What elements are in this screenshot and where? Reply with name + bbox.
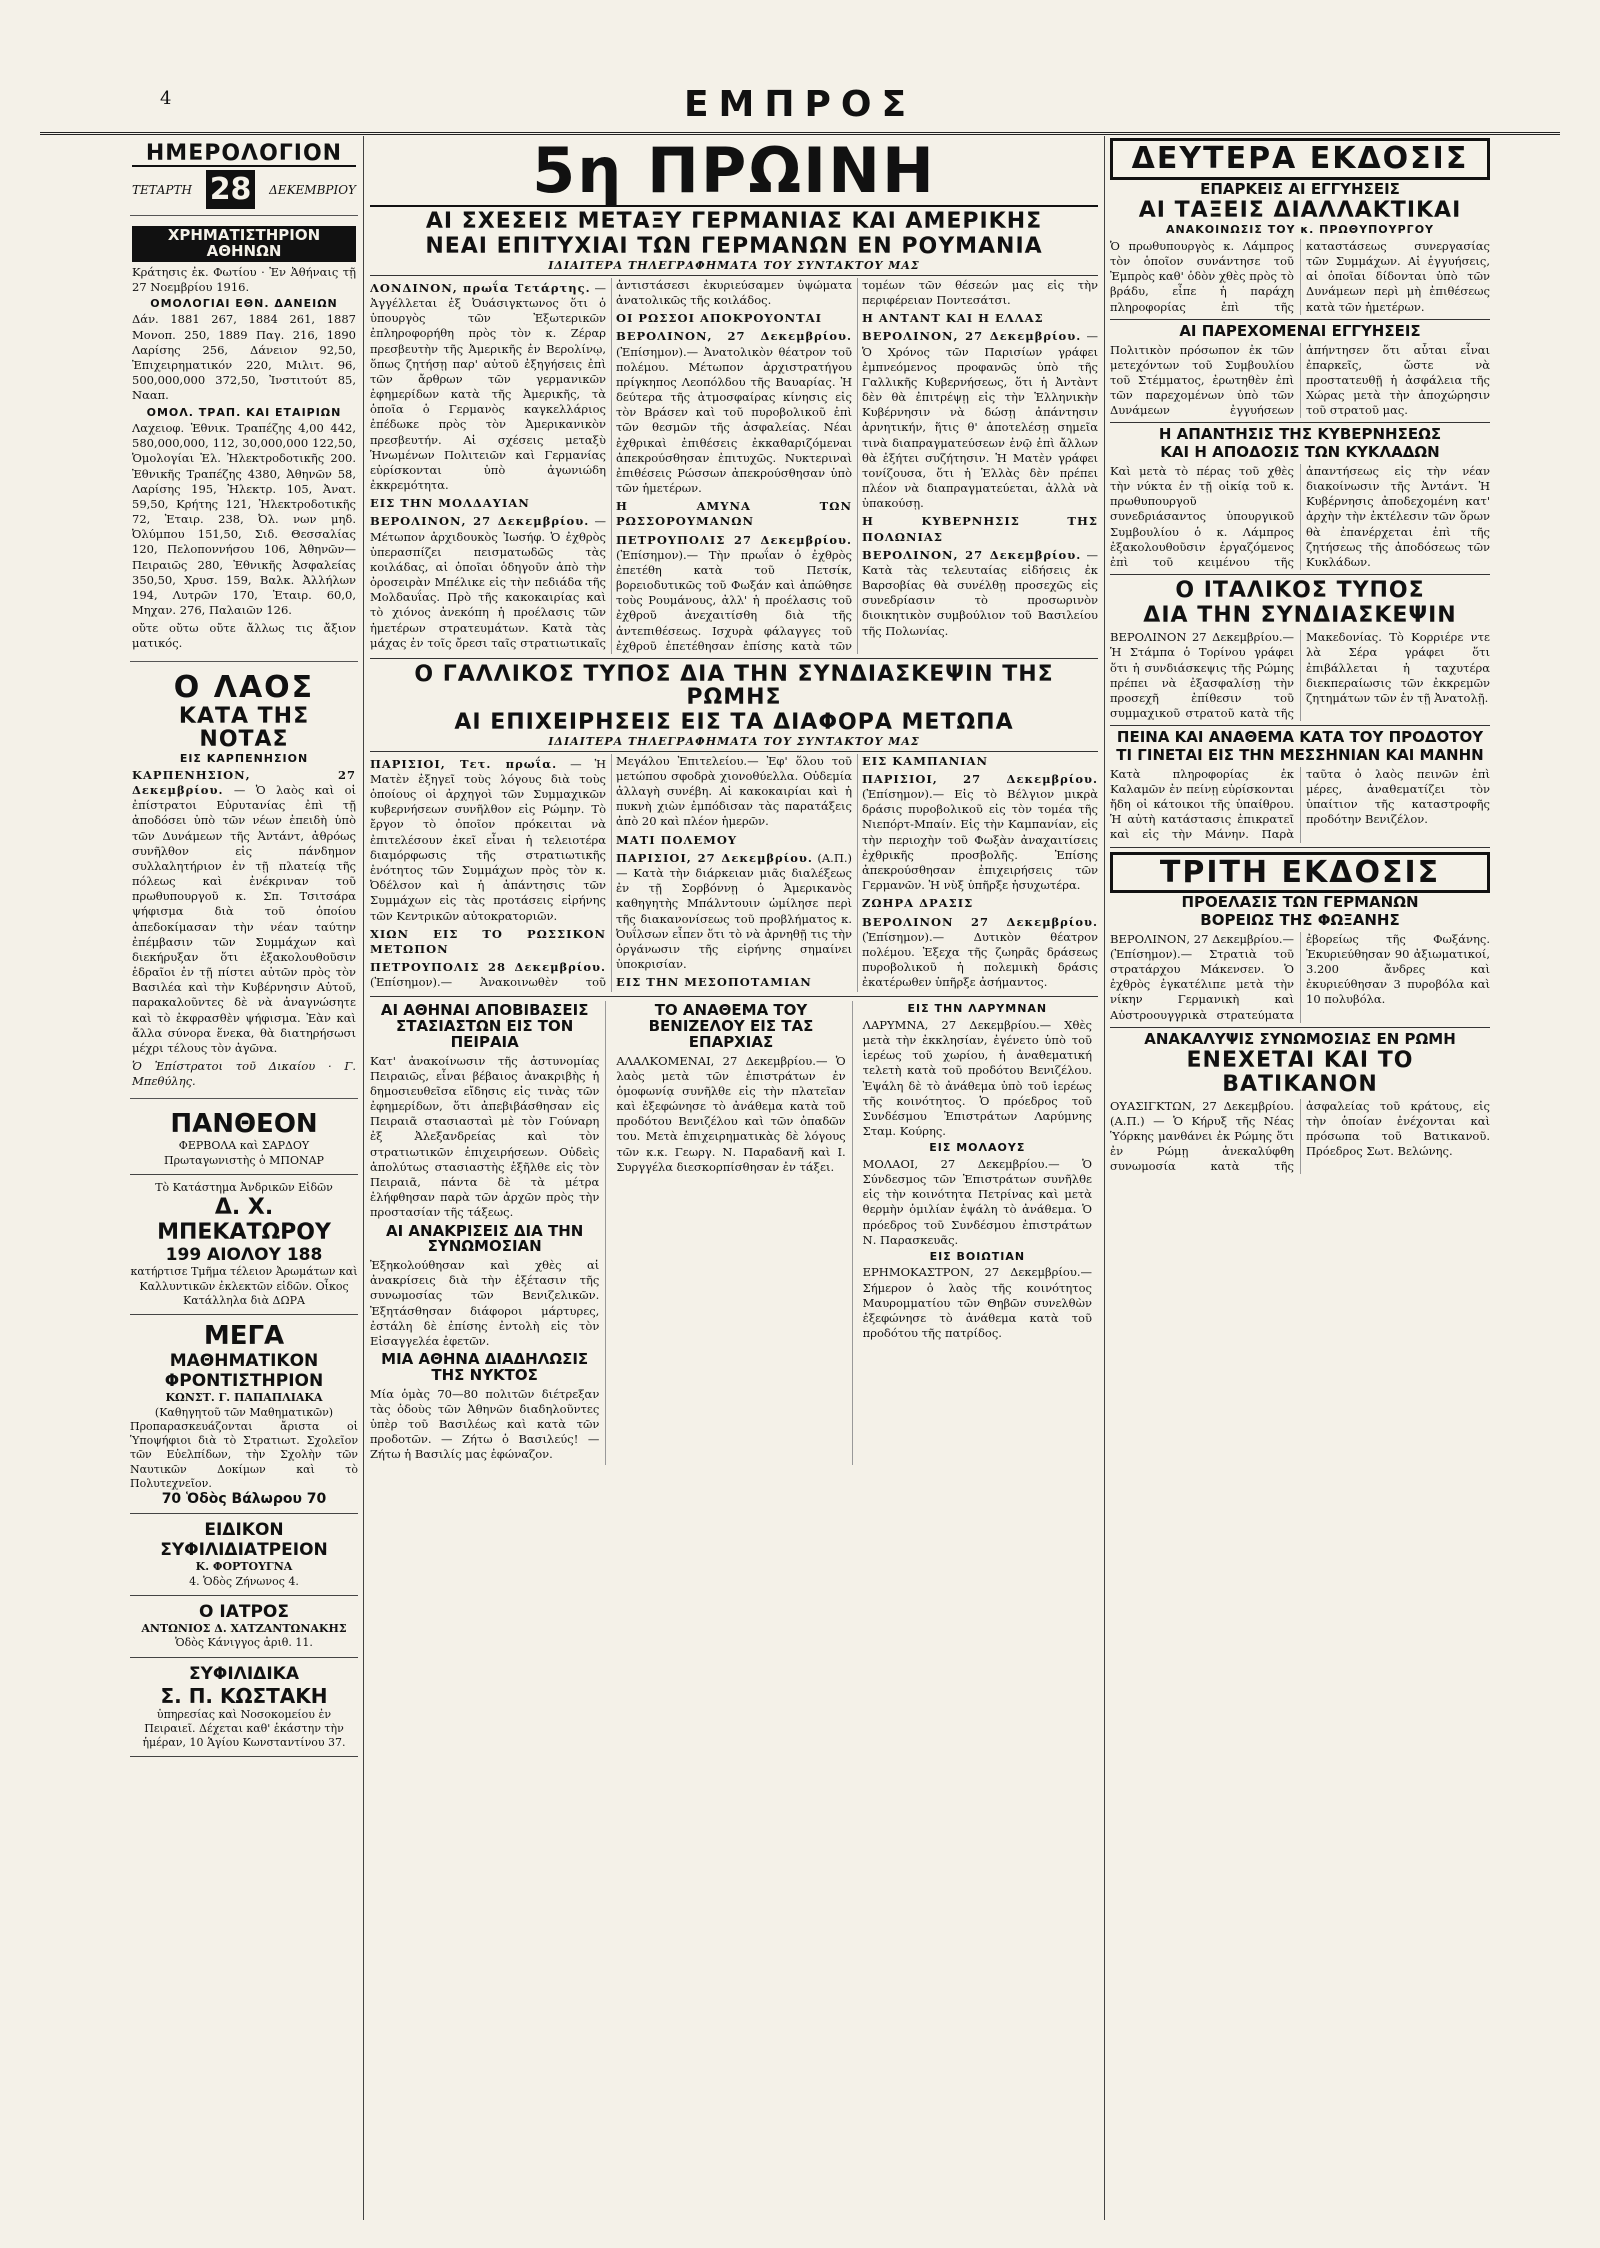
market-text-1: Δάν. 1881 267, 1884 261, 1887 Μονοπ. 250, 1889 Παγ. 216, 1890 Λαρίσης 256, Δάνειον 92,50, Ἐπιχειρηματικόν 220, Μιλιτ. 96, 500,000,000 372,50, Ἰνστιτούτ 85, Νααπ.: [132, 312, 356, 403]
right-story-8: Κατὰ πληροφορίας ἐκ Καλαμῶν ἐν πείνῃ εὑρίσκονται ἤδη οἱ κάτοικοι τῆς ὑπαίθρου. Ἡ αὐτὴ κατάστασις ἐπικρατεῖ καὶ εἰς τὴν Μάνην. Παρὰ ταῦτα ὁ λαὸς πεινῶν ἐπὶ μέρες, ἀναθεματίζει τὸν ὑπαίτιον τῆς καταστροφῆς προδότην Βενιζέλον.: [1110, 766, 1490, 842]
laos-subtitle: ΚΑΤΑ ΤΗΣ ΝΟΤΑΣ: [178, 704, 310, 753]
divider: [370, 996, 1098, 997]
calendar-date: 28: [206, 170, 256, 209]
story-7: Μία ὁμὰς 70—80 πολιτῶν διέτρεξαν τὰς ὁδοὺς τῶν Ἀθηνῶν διαδηλοῦντες ὑπὲρ τοῦ Βασιλέως καὶ κατὰ τῶν προδοτῶν. — Ζήτω ὁ Βασιλεύς! — Ζήτω ἡ Βασιλίς μας ἐφώναζον.: [370, 1386, 600, 1462]
right-story-6: ΒΕΡΟΛΙΝΟΝ 27 Δεκεμβρίου.— Ἡ Στάμπα ὁ Τορίνου γράφει ὅτι ἡ συνδιάσκεψις τῆς Ρώμης πρέπει νὰ ἐξασφαλίσῃ τὴν προσεχῆ ἐπίθεσιν τοῦ συμμαχικοῦ στρατοῦ κατὰ τῆς Μακεδονίας. Τὸ Κορριέρε ντε λὰ Σέρα γράφει ὅτι ἐπιβάλλεται ἡ ταχυτέρα διεκπεραίωσις τῶν ἐκκρεμῶν ζητημάτων τῶν ἐν τῇ Ἀνατολῇ.: [1110, 630, 1490, 721]
lower-left: [370, 1001, 606, 1465]
divider: [1110, 725, 1490, 726]
story-text: — Μέτωπον ἀρχιδουκὸς Ἰωσήφ. Ὁ ἐχθρὸς ὑπερασπίζει πεισματωδῶς τὰς κοιλάδας, αἱ ὁποῖαι ὁδηγοῦν ἀπὸ τὴν ὀροσειρὰν Μπέλικε εἰς τὴν πεδιάδα τῆς Μολδαυΐας. Πρὸ τῆς κακοκαιρίας καὶ τὸ χιόνος ἀνεκόπη ἡ προέλασις τῶν ἡμετέρων στρατευμάτων. Κατὰ τὰς μάχας ἐν τοῖς ὄρεσι ταῖς στρατιωτικαῖς ἀντιστάσεσι ἐκυριεύσαμεν ὑψώματα ἀνατολικῶς τῆς κοιλάδος.: [370, 277, 852, 650]
market-title: ΧΡΗΜΑΤΙΣΤΗΡΙΟΝ ΑΘΗΝΩΝ: [132, 226, 356, 262]
headline-10: ΕΙΣ ΜΟΛΑΟΥΣ: [929, 1141, 1026, 1155]
dateline: ΠΑΡΙΣΙΟΙ, 27 Δεκεμβρίου.: [862, 771, 1098, 786]
right-head-13: ΕΝΕΧΕΤΑΙ ΚΑΙ ΤΟ ΒΑΤΙΚΑΝΟΝ: [1186, 1048, 1414, 1097]
right-column: [1110, 136, 1490, 2220]
lower-middle: [616, 1001, 852, 1465]
story-paragraph: [616, 851, 852, 972]
syfilidika-ad: [130, 1658, 358, 1758]
right-head-7: ΔΙΑ ΤΗΝ ΣΥΝΔΙΑΣΚΕΨΙΝ: [1143, 603, 1457, 629]
headline-7: ΜΙΑ ΑΘΗΝΑ ΔΙΑΔΗΛΩΣΙΣ ΤΗΣ ΝΥΚΤΟΣ: [381, 1350, 589, 1384]
right-story-10: ΒΕΡΟΛΙΝΟΝ, 27 Δεκεμβρίου.— (Ἐπίσημον).— Στρατιὰ τοῦ στρατάρχου Μάκενσεν. Ὁ ἐχθρὸς ἐγκατέλιπε μετὰ τὴν νίκην Γερμανικὴ καὶ Αὐστροουγγρικὰ στρατεύματα ἐβορείως τῆς Φωξάνης. Ἐκυριεύθησαν 90 ἀξιωματικοί, 3.200 ἄνδρες καὶ ἐκυριεύθησαν 3 πυροβόλα καὶ 10 πολυβόλα.: [1110, 931, 1490, 1022]
market-heading-1: ΟΜΟΛΟΓΙΑΙ ΕΘΝ. ΔΑΝΕΙΩΝ: [150, 296, 338, 310]
dateline: ΒΕΡΟΛΙΝΟΝ, 27 Δεκεμβρίου.: [862, 547, 1082, 562]
iatros-line3: Ὁδὸς Κάνιγγος ἀριθ. 11.: [175, 1636, 313, 1650]
story-paragraph: [616, 833, 852, 848]
story-10: ΜΟΛΑΟΙ, 27 Δεκεμβρίου.— Ὁ Σύνδεσμος τῶν Ἐπιστράτων συνῆλθε εἰς τὴν κοινότητα Πετρίνας καὶ μετὰ θερμὴν ὁμιλίαν ἐψάλη τὸ ἀνάθεμα. Ὁ πρόεδρος τοῦ Συνδέσμου ἐπιστράτων Ν. Παρασκευᾶς.: [862, 1156, 1092, 1247]
story-paragraph: [862, 329, 1098, 511]
story-8: ΑΛΑΛΚΟΜΕΝΑΙ, 27 Δεκεμβρίου.— Ὁ λαὸς μετὰ τῶν ἐπιστράτων ἐν ὁμοφωνίᾳ συνῆλθε εἰς τὴν πλατεῖαν καὶ ἐξεφώνησε τὸ ἀνάθεμα κατὰ τοῦ προδότου Βενιζέλου καὶ τῶν ὀπαδῶν του. Μετὰ ἐπιχειρηματικὰς δὲ λόγους τῶν κ.κ. Γεωργ. Ν. Παραδανῆ καὶ Ι. Συργγέλα διεσκορπίσθησαν ἐν τάξει.: [616, 1053, 846, 1174]
story-2: [370, 754, 1098, 993]
right-head-10: ΠΡΟΕΛΑΣΙΣ ΤΩΝ ΓΕΡΜΑΝΩΝ: [1181, 893, 1419, 912]
syfilidika-line1: ΣΥΦΙΛΙΔΙΚΑ: [189, 1663, 299, 1684]
story-paragraph: [862, 311, 1098, 326]
story-paragraph: [370, 496, 606, 511]
dateline: ΠΕΤΡΟΥΠΟΛΙΣ 28 Δεκεμβρίου.: [370, 960, 606, 975]
story-text: — Κατὰ τὰς τελευταίας εἰδήσεις ἐκ Βαρσοβίας θὰ συνέλθῃ προσεχῶς εἰς συνεδρίασιν τὸ προσωρινὸν διοικητικὸν συμβούλιον τοῦ Βασιλείου τῆς Πολωνίας.: [862, 547, 1098, 638]
story-text: (Ἐπίσημον).— Τὴν πρωΐαν ὁ ἐχθρὸς ἐπετέθη κατὰ τοῦ Πετσίκ, βορειοδυτικῶς τοῦ Φωξάν καὶ ἀπώθησε τοὺς Ρουμάνους, ἀλλ' ἡ προέλασις τοῦ ἐχθροῦ ἀνεχαιτίσθη διὰ τῆς ἀντεπιθέσεως. Ισχυρὰ φάλαγγες τοῦ ἐχθροῦ ἐπετέθησαν ἐπίσης κατὰ τῶν τομέων τῶν θέσεών μας εἰς τὴν περιφέρειαν Ποντεσάτσι.: [616, 277, 1098, 653]
story-text: — Ἡ Ματὲν ἐξηγεῖ τοὺς λόγους διὰ τοὺς ὁποίους οἱ ἀρχηγοὶ τῶν Συμμαχικῶν κυβερνήσεων συνῆλθον εἰς Ρώμην. Τὸ ἔργον τὸ ὁποῖον πρόκειται νὰ ἐπιτελέσουν ἐκεῖ εἶναι ἡ τελειοτέρα διαμόρφωσις τῆς στρατιωτικῆς ἑνότητος τῶν Συμμάχων πρὸς τὸν κ. Ὀδέλσον καὶ ἡ ἀπάντησις τῶν Συμμάχων εἰς τὰς προτάσεις εἰρήνης τῶν Κεντρικῶν αὐτοκρατοριῶν.: [370, 756, 606, 923]
dateline: ΕΙΣ ΤΗΝ ΜΟΛΔΑΥΙΑΝ: [370, 496, 530, 511]
divider: [1110, 319, 1490, 320]
dateline: ΠΑΡΙΣΙΟΙ, 27 Δεκεμβρίου.: [616, 850, 813, 865]
divider: [370, 658, 1098, 659]
bekatorou-address: 199 ΑΙΟΛΟΥ 188: [165, 1245, 323, 1266]
divider: [1110, 574, 1490, 575]
dateline: ΠΕΤΡΟΥΠΟΛΙΣ 27 Δεκεμβρίου.: [616, 532, 852, 547]
dateline: ΟΙ ΡΩΣΣΟΙ ΑΠΟΚΡΟΥΟΝΤΑΙ: [616, 311, 823, 326]
story-paragraph: [616, 975, 852, 990]
headline-4: ΑΙ ΕΠΙΧΕΙΡΗΣΕΙΣ ΕΙΣ ΤΑ ΔΙΑΦΟΡΑ ΜΕΤΩΠΑ: [454, 710, 1014, 736]
dateline: ΠΑΡΙΣΙΟΙ, Τετ. πρωΐα.: [370, 756, 558, 771]
bekatorou-ad: [130, 1175, 358, 1315]
divider: [1110, 847, 1490, 848]
syfilidiatreion-line3: 4. Ὁδὸς Ζήνωνος 4.: [189, 1574, 299, 1588]
syfilidika-line3: ὑπηρεσίας καὶ Νοσοκομείου ἐν Πειραιεῖ. Δέχεται καθ' ἑκάστην τὴν ἡμέραν, 10 Ἁγίου Κωνσταντίνου 37.: [142, 1707, 346, 1750]
iatros-line1: Ο ΙΑΤΡΟΣ: [199, 1601, 289, 1622]
story-paragraph: [616, 499, 852, 529]
page-number: 4: [160, 88, 172, 109]
divider: [1110, 422, 1490, 423]
lower-right: [863, 1001, 1098, 1465]
headline-6: ΑΙ ΑΝΑΚΡΙΣΕΙΣ ΔΙΑ ΤΗΝ ΣΥΝΩΜΟΣΙΑΝ: [386, 1221, 584, 1256]
edition-3-title: ΤΡΙΤΗ ΕΚΔΟΣΙΣ: [1110, 852, 1490, 894]
right-head-6: Ο ΙΤΑΛΙΚΟΣ ΤΥΠΟΣ: [1175, 578, 1425, 604]
story-5: Κατ' ἀνακοίνωσιν τῆς ἀστυνομίας Πειραιῶς, εἶναι βέβαιος ἀνακριβὴς ἡ δημοσιευθεῖσα εἴδησις εἰς τινὰς τῶν ἐφημερίδων, ὅτι ἀπεβιβάσθησαν εἰς Πειραιᾶ στασιασταὶ μὲ τὸν Γούναρη ἐξ Ἀλεξανδρείας καὶ τὸν στρατιωτικῶν ἐπιχειρήσεων. Οὐδεὶς ἀπολύτως στασιαστὴς ἐξῆλθε εἰς τὸν Πειραιᾶ, πάντα δὲ τὰ μέτρα ἐλήφθησαν παρὰ τῶν ἀρχῶν πρὸς τὴν προστασίαν τῆς τάξεως.: [370, 1053, 600, 1220]
dateline: ΒΕΡΟΛΙΝΟΝ, 27 Δεκεμβρίου.: [616, 329, 852, 344]
story-paragraph: [616, 329, 852, 496]
market-text-2: Λαχειοφ. Ἐθνικ. Τραπέζης 4,00 442, 580,000,000, 112, 30,000,000 122,50, Ὁμολογίαι Ἑλ. Ἠλεκτροδοτικῆς 200. Ἐθνικῆς Τραπέζης 4380, Ἀθηνῶν 58, Λαρίσης 195, Ἠλεκτρ. 105, Ἀνατ. 59,50, Κρήτης 121, Ἠλεκτροδοτικῆς 72, Ἐταιρ. 238, Ὀλ. νων μηδ. Ὀλύμπου 151,50, Σιδ. Θεσσαλίας 120, Πελοποννήσου 106, Ἀθηνῶν—Πειραιῶς 280, Ἐθνικῆς Ἀσφαλείας 350,50, Χρυσ. 159, Βαλκ. Ἀλλήλων 194, Λυτρῶν 170, Ἐταιρ. 60,0, Μηχαν. 276, Παλαιῶν 126.: [132, 421, 356, 618]
frontistirion-line5: Προπαρασκευάζονται ἄριστα οἱ Ὑποψήφιοι διὰ τὸ Στρατιωτ. Σχολεῖον τῶν Εὐελπίδων, τὴν Σχολὴν τῶν Ναυτικῶν Δοκίμων καὶ τὸ Πολυτεχνεῖον.: [130, 1419, 358, 1491]
story-paragraph: [616, 311, 852, 326]
lower-center: [370, 1001, 1098, 1465]
iatros-line2: ΑΝΤΩΝΙΟΣ Δ. ΧΑΤΖΑΝΤΩΝΑΚΗΣ: [141, 1621, 347, 1635]
syfilidika-line2: Σ. Π. ΚΩΣΤΑΚΗ: [160, 1683, 328, 1708]
story-text: (Ἐπίσημον).— Ἀνατολικὸν θέατρον τοῦ πολέμου. Μέτωπον ἀρχιστρατήγου πρίγκηπος Λεοπόλδου τῆς Βαυαρίας. Ἡ δεύτερα τῆς ἀτμοσφαίρας κίνησις εἰς τὸν Βράσεν καὶ τοῦ πυροβολικοῦ ἐπὶ τῶν θεσμῶν τῆς ἀσφαλείας. Νέαι ἐχθρικαὶ ἐπιθέσεις ἐκκαθαριζόμεναι ἀπεκρούσθησαν ἐπιτυχῶς. Νυκτεριναὶ ἐπιθέσεις Ρώσσων ἀπεκρούσθησαν ὑπὸ τῶν ἡμετέρων.: [616, 344, 852, 496]
masthead: [40, 40, 1560, 135]
center-column: [370, 136, 1098, 2220]
laos-article: [130, 666, 358, 1100]
story-paragraph: [862, 772, 1098, 893]
story-paragraph: [862, 514, 1098, 544]
pantheon-ad: [130, 1103, 358, 1175]
story-6: Ἐξηκολούθησαν καὶ χθὲς αἱ ἀνακρίσεις διὰ τὴν ἐξέτασιν τῆς συνωμοσίας τῶν Βενιζελικῶν. Ἐξητάσθησαν διάφοροι μάρτυρες, ἐστάλη δὲ ἐπίσης ἐντολὴ εἰς τὸν Εἰσαγγελέα ἐφετῶν.: [370, 1258, 600, 1348]
left-column: [130, 136, 358, 2220]
syfilidiatreion-line1: ΕΙΔΙΚΟΝ ΣΥΦΙΛΙΔΙΑΤΡΕΙΟΝ: [160, 1520, 328, 1561]
story-text: (Ἐπίσημον).— Ἀνακοινωθὲν τοῦ Μεγάλου Ἐπιτελείου.— Ἐφ' ὅλου τοῦ μετώπου σφοδρὰ χιονοθύελλα. Οὐδεμία ἀλλαγὴ συνέβη. Αἱ κακοκαιρίαι καὶ ἡ πυκνὴ χιὼν ἐμπόδισαν τὰς παρατάξεις ἀπὸ 20 καὶ πλέον ἡμερῶν.: [370, 753, 852, 990]
laos-dateline: ΚΑΡΠΕΝΗΣΙΟΝ, 27 Δεκεμβρίου.: [132, 767, 356, 798]
story-paragraph: [862, 915, 1098, 991]
story-9: ΛΑΡΥΜΝΑ, 27 Δεκεμβρίου.— Χθὲς μετὰ τὴν ἐκκλησίαν, ἐγένετο ὑπὸ τοῦ ἱερέως τοῦ χωρίου, ἡ ἀναθεματική τελετὴ κατὰ τοῦ προδότου Βενιζέλου. Ἐψάλη δὲ τὸ ἀνάθεμα ὑπὸ τοῦ ἱερέως τῆς κοινότητος. Ὁ πρόεδρος τοῦ Συνδέσμου Ἐπιστράτων Λαρύμνης Σταμ. Κούρης.: [862, 1017, 1092, 1139]
right-head-4: Η ΑΠΑΝΤΗΣΙΣ ΤΗΣ ΚΥΒΕΡΝΗΣΕΩΣ: [1158, 425, 1442, 444]
column-rule: [1104, 136, 1105, 2220]
right-story-1: Ὁ πρωθυπουργὸς κ. Λάμπρος τὸν ὁποῖον συνάντησε τοῦ Ἐμπρὸς καθ' ὁδὸν χθὲς πρὸς τὸ βράδυ, εἶπε ἡ παράχη πληροφορίας ἐπὶ τῆς καταστάσεως συνεργασίας τῶν Συμμάχων. Αἱ ἐγγυήσεις, αἱ ὁποῖαι δίδονται ὑπὸ τῶν Δυνάμεων περὶ μὴ ἐπιθέσεως κατὰ τῶν ἡμετέρων.: [1110, 238, 1490, 314]
newspaper-title: ΕΜΠΡΟΣ: [683, 84, 917, 125]
bekatorou-text: κατήρτισε Τμῆμα τέλειον Ἀρωμάτων καὶ Καλλυντικῶν ἐκλεκτῶν εἰδῶν. Οἶκος Κατάλληλα διὰ ΔΩΡΑ: [130, 1265, 358, 1307]
story-text: (Α.Π.) — Κατὰ τὴν διάρκειαν μιᾶς διαλέξεως ἐν τῇ Σορβόννῃ ὁ Ἀμερικανὸς καθηγητὴς Μπάλντουιν ὡμίλησε περὶ τῆς διακανονίσεως τοῦ προβλήματος κ. Ὀυΐλσων εἶπεν ὅτι τὸ νὰ ἀρνηθῇ τις τὴν ὀργάνωσιν τῆς εἰρήνης σημαίνει ὑποκρισίαν.: [616, 850, 852, 972]
calendar-day: ΤΕΤΑΡΤΗ: [132, 182, 192, 197]
market-heading-2: ΟΜΟΛ. ΤΡΑΠ. ΚΑΙ ΕΤΑΙΡΙΩΝ: [146, 405, 342, 419]
laos-kicker: ΕΙΣ ΚΑΡΠΕΝΗΣΙΟΝ: [179, 752, 309, 766]
frontistirion-line4: (Καθηγητοῦ τῶν Μαθηματικῶν): [154, 1405, 334, 1419]
kicker-1: ΙΔΙΑΙΤΕΡΑ ΤΗΛΕΓΡΑΦΗΜΑΤΑ ΤΟΥ ΣΥΝΤΑΚΤΟΥ ΜΑΣ: [370, 260, 1098, 276]
story-1: [370, 278, 1098, 654]
story-paragraph: [862, 754, 1098, 769]
headline-11: ΕΙΣ ΒΟΙΩΤΙΑΝ: [929, 1249, 1026, 1263]
syfilidiatreion-line2: Κ. ΦΟΡΤΟΥΓΝΑ: [195, 1560, 293, 1574]
story-paragraph: [370, 757, 606, 924]
headline-1: ΑΙ ΣΧΕΣΕΙΣ ΜΕΤΑΞΥ ΓΕΡΜΑΝΙΑΣ ΚΑΙ ΑΜΕΡΙΚΗΣ: [370, 205, 1098, 233]
laos-sign: Ὁ Ἐπίστρατοι τοῦ Δικαίου · Γ. Μπεθύλης.: [132, 1059, 356, 1089]
headline-9: ΕΙΣ ΤΗΝ ΛΑΡΥΜΝΑΝ: [907, 1002, 1048, 1016]
edition-2-title: ΔΕΥΤΕΡΑ ΕΚΔΟΣΙΣ: [1110, 138, 1490, 180]
story-text: — Ὁ Χρόνος τῶν Παρισίων γράφει ἐμπνεόμενος προφανῶς ὑπὸ τῆς Γαλλικῆς Κυβερνήσεως, ὅτι ἡ Ἀντὰντ δὲν θὰ ἐπιτρέψῃ εἰς τὴν Ἑλληνικὴν Κυβέρνησιν νὰ δώσῃ ἀπάντησιν ἀρνητικήν, ἥτις θ' ἀποτελέσῃ σημεῖα τινὰ διαπραγματεύσεων ἐνῷ ἐπὶ ἄλλων θὰ ἐξήτει συζήτησιν. Ἡ Ματὲν γράφει τονίζουσα, ὅτι ἡ Ἑλλὰς δὲν πρέπει πλέον νὰ διαπραγματεύεται, ἀλλὰ νὰ ὑπακούσῃ.: [862, 329, 1098, 511]
story-text: — Ἀγγέλλεται ἐξ Ὀυάσιγκτωνος ὅτι ὁ ὑπουργὸς τῶν Ἐξωτερικῶν ἐπληροφορήθη πρὸς τὸν κ. Ζέραρ πρεσβευτὴν τῆς Ἀμερικῆς ἐν Βερολίνῳ, ὅπως ζητήσῃ παρ' αὐτοῦ ἐξηγήσεις ἐπὶ τῶν ἄρθρων τῶν γερμανικῶν ἐφημερίδων κατὰ τῆς Ἀμερικῆς, τὰ ὁποῖα ὁ Γερμανὸς καγκελλάριος ἐπέδωκε πρὸς τὸν Ἀμερικανικὸν πρεσβευτήν. Αἱ σχέσεις μεταξὺ Ἡνωμένων Πολιτειῶν καὶ Γερμανίας εὑρίσκονται ὑπὸ ἀγωνιώδη ἐκκρεμότητα.: [370, 280, 607, 493]
right-head-11: ΒΟΡΕΙΩΣ ΤΗΣ ΦΩΞΑΝΗΣ: [1200, 910, 1400, 929]
frontistirion-line1: ΜΕΓΑ: [203, 1321, 285, 1352]
dateline: ΒΕΡΟΛΙΝΟΝ, 27 Δεκεμβρίου.: [370, 514, 590, 529]
kicker-2: ΙΔΙΑΙΤΕΡΑ ΤΗΛΕΓΡΑΦΗΜΑΤΑ ΤΟΥ ΣΥΝΤΑΚΤΟΥ ΜΑΣ: [370, 736, 1098, 752]
dateline: ΕΙΣ ΚΑΜΠΑΝΙΑΝ: [862, 753, 989, 768]
pantheon-title: ΠΑΝΘΕΟΝ: [170, 1109, 318, 1140]
market-box: [130, 220, 358, 662]
calendar-row: [132, 170, 356, 209]
dateline: Η ΚΥΒΕΡΝΗΣΙΣ ΤΗΣ ΠΟΛΩΝΙΑΣ: [862, 514, 1098, 544]
frontistirion-line2: ΜΑΘΗΜΑΤΙΚΟΝ ΦΡΟΝΤΙΣΤΗΡΙΟΝ: [164, 1351, 324, 1392]
market-note: οὔτε οὔτω οὔτε ἄλλως τις ἄξιον ματικός.: [132, 621, 356, 651]
dateline: ΕΙΣ ΤΗΝ ΜΕΣΟΠΟΤΑΜΙΑΝ: [616, 975, 812, 990]
story-paragraph: [862, 548, 1098, 639]
calendar-box: [130, 136, 358, 216]
bekatorou-line1: Τὸ Κατάστημα Ἀνδρικῶν Εἰδῶν: [155, 1181, 333, 1195]
story-paragraph: [370, 927, 606, 957]
iatros-ad: [130, 1596, 358, 1658]
headline-3: Ο ΓΑΛΛΙΚΟΣ ΤΥΠΟΣ ΔΙΑ ΤΗΝ ΣΥΝΔΙΑΣΚΕΨΙΝ ΤΗΣ ΡΩΜΗΣ: [414, 661, 1054, 711]
syfilidiatreion-ad: [130, 1514, 358, 1596]
headline-5: ΑΙ ΑΘΗΝΑΙ ΑΠΟΒΙΒΑΣΕΙΣ ΣΤΑΣΙΑΣΤΩΝ ΕΙΣ ΤΟΝ ΠΕΙΡΑΙΑ: [380, 1001, 589, 1051]
dateline: Η ΑΝΤΑΝΤ ΚΑΙ Η ΕΛΛΑΣ: [862, 311, 1044, 326]
headline-2: ΝΕΑΙ ΕΠΙΤΥΧΙΑΙ ΤΩΝ ΓΕΡΜΑΝΩΝ ΕΝ ΡΟΥΜΑΝΙΑ: [425, 234, 1043, 260]
divider: [1110, 1027, 1490, 1028]
story-text: (Ἐπίσημον).— Δυτικὸν θέατρον πολέμου. Ἐξεχα τῆς ζωηρᾶς δράσεως πυροβολικοῦ ἡ πολεμικὴ δράσις ἐκατέρωθεν ὑπῆρξε ἀσήμαντος.: [862, 929, 1098, 990]
dateline: ΧΙΩΝ ΕΙΣ ΤΟ ΡΩΣΣΙΚΟΝ ΜΕΤΩΠΟΝ: [370, 926, 606, 956]
dateline: ΛΟΝΔΙΝΟΝ, πρωΐα Τετάρτης.: [370, 280, 591, 295]
right-head-5: ΚΑΙ Η ΑΠΟΔΟΣΙΣ ΤΩΝ ΚΥΚΛΑΔΩΝ: [1160, 443, 1440, 462]
column-rule: [363, 136, 364, 2220]
right-kicker-1: ΑΝΑΚΟΙΝΩΣΙΣ ΤΟΥ κ. ΠΡΩΘΥΠΟΥΡΓΟΥ: [1165, 223, 1435, 237]
right-head-2: ΑΙ ΤΑΞΕΙΣ ΔΙΑΛΛΑΚΤΙΚΑΙ: [1138, 198, 1462, 224]
frontistirion-ad: [130, 1315, 358, 1514]
right-head-9: ΤΙ ΓΙΝΕΤΑΙ ΕΙΣ ΤΗΝ ΜΕΣΣΗΝΙΑΝ ΚΑΙ ΜΑΝΗΝ: [1116, 746, 1484, 765]
calendar-month: ΔΕΚΕΜΒΡΙΟΥ: [269, 182, 356, 197]
frontistirion-line3: ΚΩΝΣΤ. Γ. ΠΑΠΑΠΛΙΑΚΑ: [165, 1391, 323, 1405]
story-paragraph: [862, 896, 1098, 911]
right-story-4: Καὶ μετὰ τὸ πέρας τοῦ χθὲς τὴν νύκτα ἐν τῇ οἰκίᾳ τοῦ κ. πρωθυπουργοῦ συνεδριάσαντος ὑπουργικοῦ Συμβουλίου ὁ κ. Λάμπρος ἐξακολουθοῦσιν ἐργαζόμενος ἐπὶ τοῦ κειμένου τῆς ἀπαντήσεως εἰς τὴν νέαν διακοίνωσιν τῆς Ἀντάντ. Ἡ Κυβέρνησις ἀποδεχομένη κατ' ἀρχὴν τὴν ἐκτέλεσιν τῶν ὅρων θὰ ἐπανέρχεται ἐπὶ τῆς ζητήσεως τῆς ἀποδόσεως τῶν Κυκλάδων.: [1110, 463, 1490, 569]
dateline: ΒΕΡΟΛΙΝΟΝ 27 Δεκεμβρίου.: [862, 914, 1098, 929]
dateline: ΖΩΗΡΑ ΔΡΑΣΙΣ: [862, 896, 974, 911]
pantheon-line2: ΦΕΡΒΟΛΑ καὶ ΣΑΡΔΟΥ: [178, 1139, 310, 1153]
story-text: (Ἐπίσημον).— Εἰς τὸ Βέλγιον μικρὰ δράσις πυροβολικοῦ εἰς τὸν τομέα τῆς Νιεπόρτ-Μπαίν. Εἰς τὴν Καμπανίαν, εἰς τὴν περιοχὴν τοῦ Φωξὰν ἀναχαιτίσεις ἐχθρικῆς προσβολῆς. Ἐπίσης ἀπεκρούσθησαν ἐπιχειρήσεις τῶν Γερμανῶν. Ἡ νὺξ ὑπῆρξε ἡσυχωτέρα.: [862, 787, 1098, 893]
right-head-3: ΑΙ ΠΑΡΕΧΟΜΕΝΑΙ ΕΓΓΥΗΣΕΙΣ: [1179, 321, 1421, 340]
dateline: Η ΑΜΥΝΑ ΤΩΝ ΡΩΣΣΟΡΟΥΜΑΝΩΝ: [616, 499, 852, 529]
dateline: ΜΑΤΙ ΠΟΛΕΜΟΥ: [616, 832, 738, 847]
calendar-title: ΗΜΕΡΟΛΟΓΙΟΝ: [132, 142, 356, 167]
right-head-1: ΕΠΑΡΚΕΙΣ ΑΙ ΕΓΓΥΗΣΕΙΣ: [1200, 179, 1400, 198]
right-head-8: ΠΕΙΝΑ ΚΑΙ ΑΝΑΘΕΜΑ ΚΑΤΑ ΤΟΥ ΠΡΟΔΟΤΟΥ: [1116, 728, 1484, 747]
pantheon-line3: Πρωταγωνιστὴς ὁ ΜΠΟΝΑΡ: [164, 1153, 324, 1167]
laos-body: — Ὁ λαὸς καὶ οἱ ἐπίστρατοι Εὐρυτανίας ἐπὶ τῇ ἀποδόσει ὑπὸ τῶν νέων ἐπειδὴ ὑπὸ τῶν Δυνάμεων τῆς Ἀντάντ, ἀθρόως συνῆλθον εἰς πάνδημον συλλαλητήριον ἐν τῇ πλατείᾳ τῆς πόλεως καὶ ἐνέκριναν τοῦ πρωθυπουργοῦ κ. Σπ. Τσιτσάρα ψήφισμα διὰ τοῦ ὁποίου ἀπεδοκίμασαν τὴν νέαν ταύτην ἐπέμβασιν τῶν Συμμάχων καὶ διεκήρυξαν ὅτι ἐξακολουθοῦσιν ἑδραῖοι ἐν τῇ πίστει αὐτῶν πρὸς τὸν Βασιλέα καὶ τὴν Κυβέρνησιν Αὐτοῦ, παρακαλοῦντες δὲ νὰ ἀναγνώσητε καὶ τὸ ἐκφρασθὲν ψήφισμα. Ἐὰν καὶ ἄλλα σύνορα ἕνεκα, θὰ διατηρήσωσι μέχρι τέλους τὸν ἀγῶνα.: [132, 783, 356, 1055]
laos-title: Ο ΛΑΟΣ: [173, 669, 315, 705]
dateline: ΒΕΡΟΛΙΝΟΝ, 27 Δεκεμβρίου.: [862, 329, 1082, 344]
bekatorou-name: Δ. Χ. ΜΠΕΚΑΤΩΡΟΥ: [157, 1195, 331, 1246]
frontistirion-line6: 70 Ὁδὸς Βάλωρου 70: [161, 1491, 327, 1508]
right-head-12: ΑΝΑΚΑΛΥΨΙΣ ΣΥΝΩΜΟΣΙΑΣ ΕΝ ΡΩΜΗ: [1144, 1029, 1456, 1048]
story-paragraph: [370, 281, 606, 493]
right-story-3: Πολιτικὸν πρόσωπον ἐκ τῶν μετεχόντων τοῦ Συμβουλίου τοῦ Στέμματος, ἐρωτηθὲν ἐπὶ τῶν παρεχομένων ὑπὸ τῶν Δυνάμεων ἐγγυήσεων ἀπήντησεν ὅτι αὗται εἶναι ἐπαρκεῖς, ὥστε νὰ προστατευθῇ ἡ ἀσφάλεια τῆς Χώρας μετὰ τὴν ἀποχώρησιν τοῦ στρατοῦ μας.: [1110, 342, 1490, 418]
headline-8: ΤΟ ΑΝΑΘΕΜΑ ΤΟΥ ΒΕΝΙΖΕΛΟΥ ΕΙΣ ΤΑΣ ΕΠΑΡΧΙΑΣ: [648, 1001, 814, 1051]
market-intro: Κράτησις ἐκ. Φωτίου · Ἐν Ἀθήναις τῇ 27 Νοεμβρίου 1916.: [132, 264, 356, 294]
banner-headline: 5η ΠΡΩΙΝΗ: [532, 136, 936, 207]
story-11: ΕΡΗΜΟΚΑΣΤΡΟΝ, 27 Δεκεμβρίου.— Σήμερον ὁ λαὸς τῆς κοινότητος Μαυρομματίου τῶν Θηβῶν συνελθὼν ἐξεφώνησε τὸ ἀνάθεμα κατὰ τοῦ προδότου τῆς πατρίδος.: [862, 1265, 1092, 1341]
right-story-12: ΟΥΑΣΙΓΚΤΩΝ, 27 Δεκεμβρίου. (Α.Π.) — Ὁ Κήρυξ τῆς Νέας Ὑόρκης μανθάνει ἐκ Ρώμης ὅτι ἐν Ρώμῃ ἀνεκαλύφθη συνωμοσία κατὰ τῆς ἀσφαλείας τοῦ κράτους, εἰς τὴν ὁποίαν ἐνέχονται καὶ πρόσωπα τοῦ Βατικανοῦ. Πρόεδρος Σωτ. Βελώνης.: [1110, 1098, 1490, 1174]
